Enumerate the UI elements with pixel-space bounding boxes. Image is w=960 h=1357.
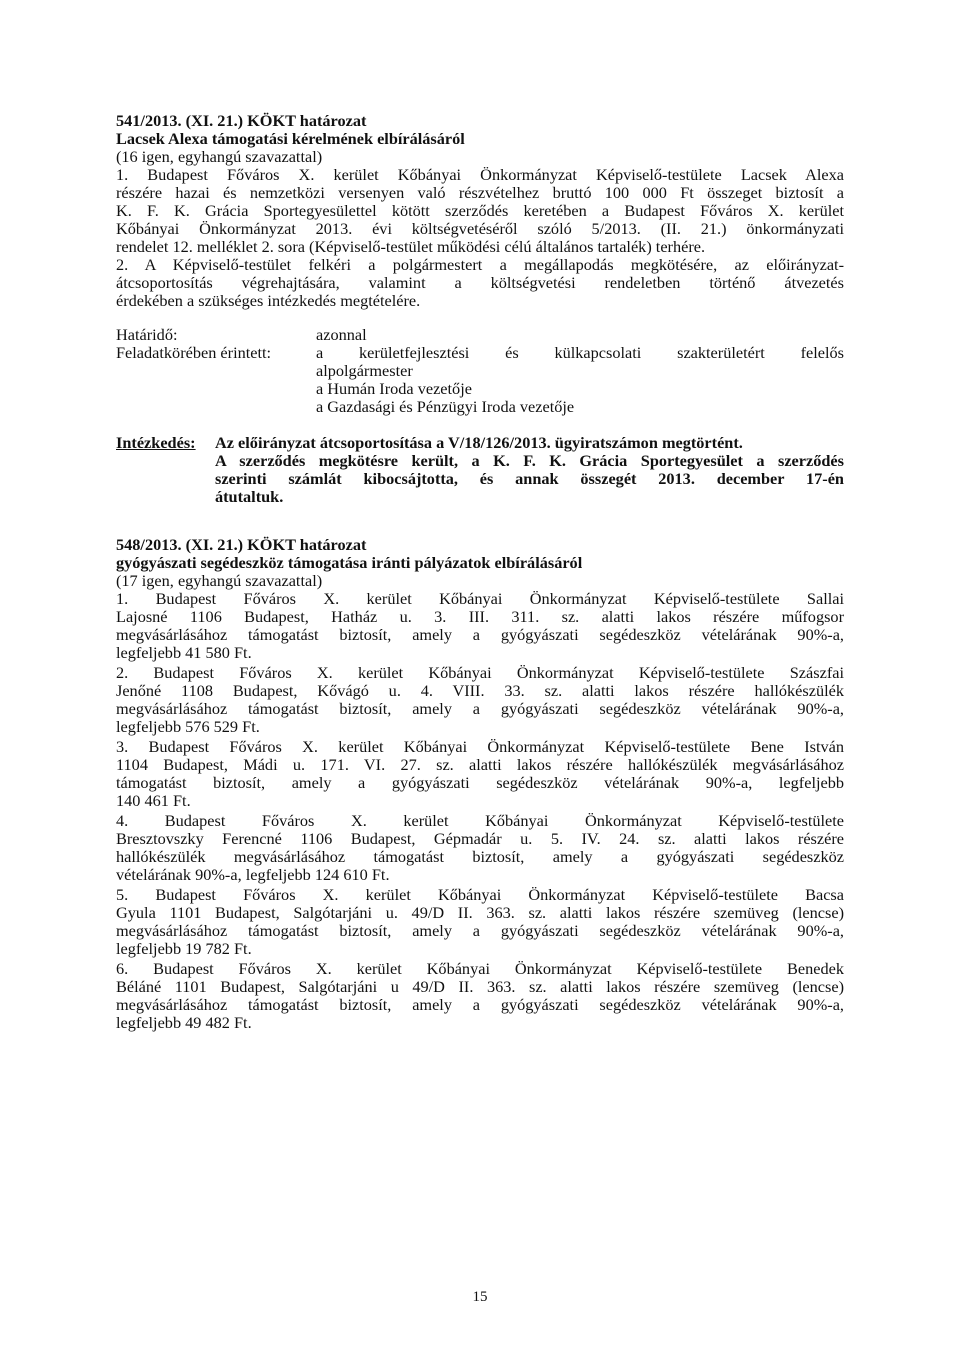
decision-1-vote: (16 igen, egyhangú szavazattal)	[116, 147, 323, 166]
decision-1-p1-line: 1. Budapest Főváros X. kerület Kőbányai Önkormányzat Képviselő-testülete Lacsek Alexa	[116, 165, 844, 184]
decision-2-item-line: 5. Budapest Főváros X. kerület Kőbányai Önkormányzat Képviselő-testülete Bacsa	[116, 885, 844, 904]
deadline-label: Határidő:	[116, 325, 178, 344]
decision-1-p1-line: Kőbányai Önkormányzat 2013. évi költségvetéséről szóló 5/2013. (II. 21.) önkormányzati	[116, 219, 844, 238]
decision-2-item-line: 140 461 Ft.	[116, 791, 191, 810]
decision-2-item-line: 2. Budapest Főváros X. kerület Kőbányai Önkormányzat Képviselő-testülete Szászfai	[116, 663, 844, 682]
decision-1-subject: Lacsek Alexa támogatási kérelmének elbírálásáról	[116, 129, 465, 148]
page-number: 15	[472, 1289, 488, 1305]
responsible-line: alpolgármester	[316, 361, 413, 380]
decision-1-heading: 541/2013. (XI. 21.) KÖKT határozat	[116, 111, 367, 130]
decision-2-item-line: legfeljebb 41 580 Ft.	[116, 643, 252, 662]
decision-2-item-line: 1104 Budapest, Mádi u. 171. VI. 27. sz. alatti lakos részére hallókészülék megvásárlásához	[116, 755, 844, 774]
decision-1-p2-line: 2. A Képviselő-testület felkéri a polgármestert a megállapodás megkötésére, az előirányzat-	[116, 255, 844, 274]
action-line: átutaltuk.	[215, 487, 284, 506]
decision-2-item-line: 3. Budapest Főváros X. kerület Kőbányai Önkormányzat Képviselő-testülete Bene István	[116, 737, 844, 756]
decision-2-item-line: legfeljebb 49 482 Ft.	[116, 1013, 252, 1032]
decision-2-item-line: Lajosné 1106 Budapest, Hatház u. 3. III. 311. sz. alatti lakos részére műfogsor	[116, 607, 844, 626]
decision-2-item-line: megvásárlásához támogatást biztosít, amely a gyógyászati segédeszköz vételárának 90%-a,	[116, 995, 844, 1014]
decision-2-item-line: megvásárlásához támogatást biztosít, amely a gyógyászati segédeszköz vételárának 90%-a,	[116, 699, 844, 718]
decision-2-item-line: vételárának 90%-a, legfeljebb 124 610 Ft.	[116, 865, 390, 884]
action-label: Intézkedés:	[116, 433, 196, 452]
deadline-value: azonnal	[316, 325, 367, 344]
decision-2-subject: gyógyászati segédeszköz támogatása iránti pályázatok elbírálásáról	[116, 553, 583, 572]
decision-2-item-line: 6. Budapest Főváros X. kerület Kőbányai Önkormányzat Képviselő-testülete Benedek	[116, 959, 844, 978]
decision-2-item-line: támogatást biztosít, amely a gyógyászati segédeszköz vételárának 90%-a, legfeljebb	[116, 773, 844, 792]
action-line: szerinti számlát kibocsájtotta, és annak összegét 2013. december 17-én	[215, 469, 844, 488]
decision-2-item-line: Bresztovszky Ferencné 1106 Budapest, Gépmadár u. 5. IV. 24. sz. alatti lakos részére	[116, 829, 844, 848]
decision-1-p1-line: K. F. K. Grácia Sportegyesülettel kötött szerződés keretében a Budapest Főváros X. kerület	[116, 201, 844, 220]
decision-2-item-line: megvásárlásához támogatást biztosít, amely a gyógyászati segédeszköz vételárának 90%-a,	[116, 625, 844, 644]
decision-1-p1-line: rendelet 12. melléklet 2. sora (Képviselő-testület működési célú általános tartalék) terhére.	[116, 237, 706, 256]
action-line: Az előirányzat átcsoportosítása a V/18/126/2013. ügyiratszámon megtörtént.	[215, 433, 743, 452]
decision-2-item-line: hallókészülék megvásárlásához támogatást biztosít, amely a gyógyászati segédeszköz	[116, 847, 844, 866]
responsible-line: a Gazdasági és Pénzügyi Iroda vezetője	[316, 397, 575, 416]
decision-2-item-line: Gyula 1101 Budapest, Salgótarjáni u. 49/D II. 363. sz. alatti lakos részére szemüveg (lencse)	[116, 903, 844, 922]
decision-2-heading: 548/2013. (XI. 21.) KÖKT határozat	[116, 535, 367, 554]
decision-2-item-line: legfeljebb 576 529 Ft.	[116, 717, 260, 736]
responsible-label: Feladatkörében érintett:	[116, 343, 272, 362]
decision-1-p1-line: részére hazai és nemzetközi versenyen való részvételhez bruttó 100 000 Ft összeget biztosít a	[116, 183, 844, 202]
decision-2-item-line: 4. Budapest Főváros X. kerület Kőbányai Önkormányzat Képviselő-testülete	[116, 811, 844, 830]
decision-2-item-line: legfeljebb 19 782 Ft.	[116, 939, 252, 958]
decision-2-item-line: megvásárlásához támogatást biztosít, amely a gyógyászati segédeszköz vételárának 90%-a,	[116, 921, 844, 940]
decision-1-p2-line: érdekében a szükséges intézkedés megtételére.	[116, 291, 421, 310]
decision-1-p2-line: átcsoportosítás végrehajtására, valamint a költségvetési rendeletben történő átvezetés	[116, 273, 844, 292]
decision-2-item-line: 1. Budapest Főváros X. kerület Kőbányai Önkormányzat Képviselő-testülete Sallai	[116, 589, 844, 608]
responsible-line: a Humán Iroda vezetője	[316, 379, 472, 398]
decision-2-item-line: Jenőné 1108 Budapest, Kővágó u. 4. VIII. 33. sz. alatti lakos részére hallókészülék	[116, 681, 844, 700]
action-line: A szerződés megkötésre került, a K. F. K. Grácia Sportegyesület a szerződés	[215, 451, 844, 470]
decision-2-vote: (17 igen, egyhangú szavazattal)	[116, 571, 323, 590]
decision-2-item-line: Béláné 1101 Budapest, Salgótarjáni u 49/D II. 363. sz. alatti lakos részére szemüveg (lencse)	[116, 977, 844, 996]
responsible-line: a kerületfejlesztési és külkapcsolati szakterületért felelős	[316, 343, 844, 362]
